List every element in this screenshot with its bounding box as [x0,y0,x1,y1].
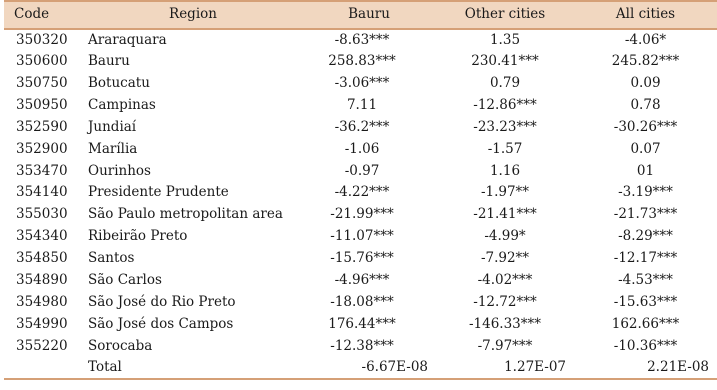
total-cell-region: Total [84,357,302,379]
cell-code: 353470 [16,162,68,179]
cell-region: São José dos Campos [88,315,234,332]
cell-other-cities: 1.35 [489,31,521,48]
cell-all-cities: -10.36*** [613,337,678,354]
cell-all-cities: 0.09 [630,74,661,91]
cell-region: Marília [88,140,138,157]
cell-code: 352900 [16,140,68,157]
cell-all-cities: 0.78 [630,96,661,113]
cell-other-cities: 1.16 [489,162,521,179]
cell-other-cities: -12.86*** [473,96,537,113]
table-row [4,248,717,270]
cell-bauru: -36.2*** [334,118,390,135]
cell-all-cities: -3.19*** [618,184,673,201]
cell-all-cities: -30.26*** [613,118,678,135]
cell-code: 352590 [16,118,68,135]
table-row [4,160,717,182]
cell-bauru: -3.06*** [334,74,390,91]
cell-all-cities: -12.17*** [613,250,678,267]
cell-other-cities: -4.02*** [477,271,533,288]
cell-code: 354340 [16,228,68,245]
header-row [4,1,717,29]
cell-code: 350950 [16,96,68,113]
table-row [4,182,717,204]
cell-other-cities: 0.79 [489,74,521,91]
table-row [4,51,717,73]
cell-code: 354890 [16,271,68,288]
cell-other-cities: 230.41*** [471,53,539,70]
cell-region: São Carlos [88,271,162,288]
table-row [4,117,717,139]
cell-bauru: -4.96*** [334,271,390,288]
cell-all-cities: 0.07 [630,140,661,157]
cell-region: Bauru [88,53,130,70]
cell-region: Botucatu [88,74,150,91]
table-row [4,204,717,226]
cell-other-cities: -21.41*** [473,206,537,223]
total-row [4,357,717,379]
cell-code: 354140 [16,184,68,201]
cell-other-cities: -7.97*** [477,337,533,354]
cell-all-cities: 162.66*** [611,315,680,332]
cell-all-cities: -4.06* [624,31,667,48]
cell-code: 354980 [16,293,68,310]
cell-code: 350320 [16,31,68,48]
cell-other-cities: -146.33*** [468,315,542,332]
table-row [4,29,717,51]
cell-region: Ourinhos [88,162,151,179]
header-all-cities: All cities [574,1,717,29]
cell-code: 354990 [16,315,68,332]
cell-bauru: 7.11 [346,96,378,113]
table-body [4,29,717,379]
total-cell-all-cities: 2.21E-08 [574,357,717,379]
cell-bauru: -4.22*** [334,184,390,201]
header-bauru: Bauru [302,1,436,29]
cell-bauru: -15.76*** [330,250,394,267]
cell-all-cities: 01 [636,162,655,179]
cell-region: Santos [88,250,135,267]
cell-code: 355220 [16,337,68,354]
cell-region: Presidente Prudente [88,184,229,201]
table-row [4,95,717,117]
cell-bauru: 176.44*** [328,315,396,332]
cell-all-cities: -21.73*** [613,206,678,223]
header-region: Region [84,1,302,29]
total-cell-code [4,357,84,379]
table-row [4,335,717,357]
cell-region: Araraquara [88,31,167,48]
total-cell-other-cities: 1.27E-07 [436,357,574,379]
cell-code: 350750 [16,74,68,91]
results-table [4,0,717,380]
cell-region: Campinas [88,96,156,113]
cell-other-cities: -12.72*** [473,293,537,310]
cell-code: 355030 [16,206,68,223]
cell-code: 354850 [16,250,68,267]
table-header [4,1,717,29]
cell-bauru: -8.63*** [334,31,390,48]
table-row [4,314,717,336]
cell-region: Sorocaba [88,337,153,354]
cell-code: 350600 [16,53,68,70]
cell-other-cities: -23.23*** [473,118,537,135]
header-code: Code [4,1,84,29]
cell-all-cities: -15.63*** [613,293,678,310]
cell-other-cities: -1.57 [487,140,523,157]
cell-all-cities: -8.29*** [618,228,673,245]
table-row [4,226,717,248]
cell-other-cities: -7.92** [480,250,530,267]
cell-bauru: -18.08*** [330,293,394,310]
header-other-cities: Other cities [436,1,574,29]
cell-all-cities: -4.53*** [618,271,673,288]
cell-region: São José do Rio Preto [88,293,236,310]
cell-region: Ribeirão Preto [88,228,188,245]
table-row [4,73,717,95]
cell-all-cities: 245.82*** [611,53,680,70]
cell-bauru: -12.38*** [330,337,394,354]
cell-region: São Paulo metropolitan area [88,206,283,223]
cell-bauru: -0.97 [344,162,380,179]
cell-other-cities: -1.97** [480,184,530,201]
cell-region: Jundiaí [88,118,137,135]
table-row [4,270,717,292]
cell-bauru: 258.83*** [328,53,396,70]
cell-bauru: -11.07*** [330,228,394,245]
table-row [4,292,717,314]
table-row [4,138,717,160]
cell-bauru: -21.99*** [330,206,394,223]
cell-other-cities: -4.99* [484,228,526,245]
total-cell-bauru: -6.67E-08 [302,357,436,379]
cell-bauru: -1.06 [344,140,380,157]
